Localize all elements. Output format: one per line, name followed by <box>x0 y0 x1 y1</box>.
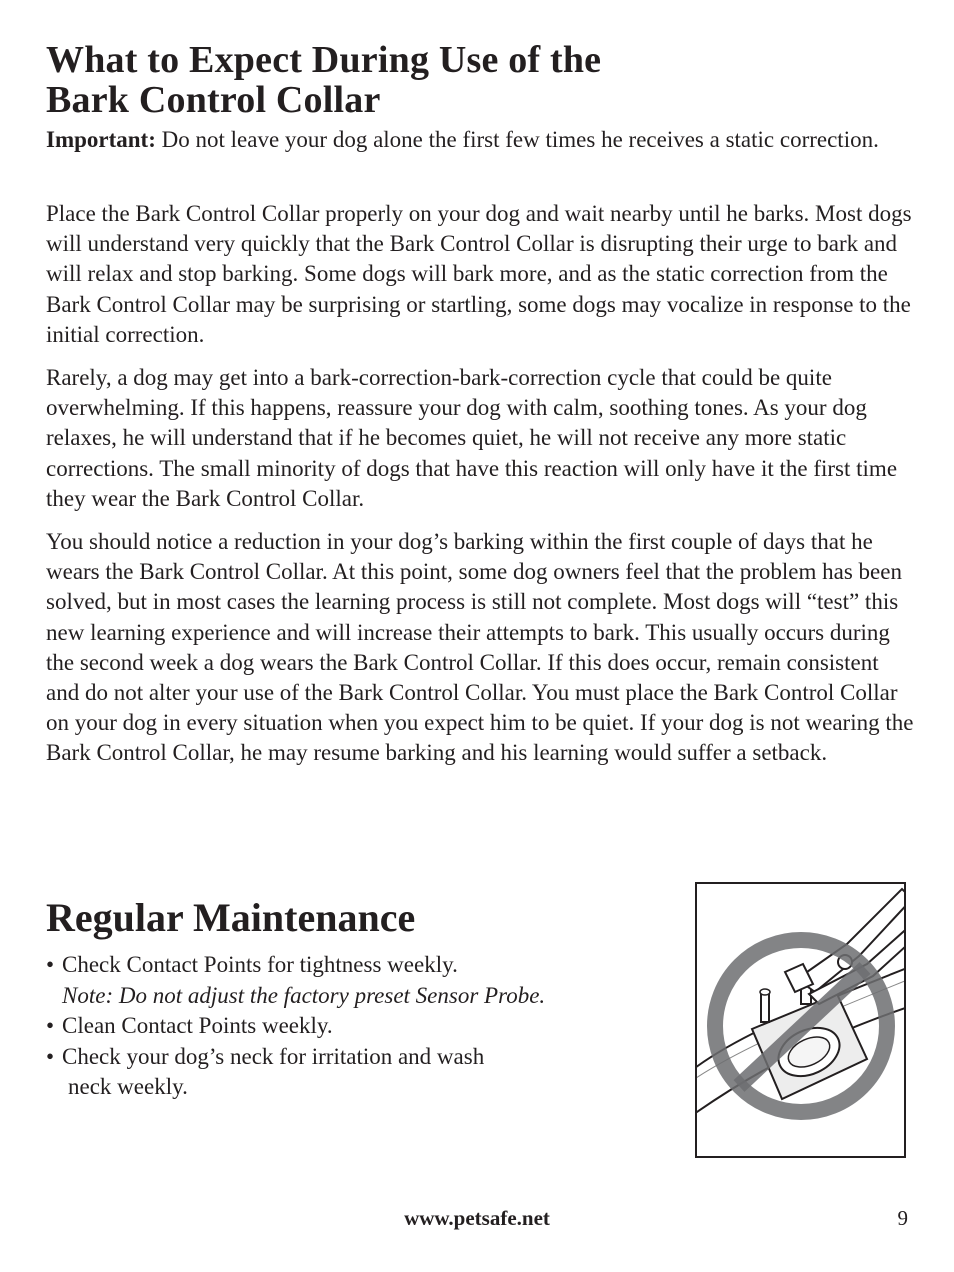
bullet-marker: • <box>46 1043 55 1069</box>
important-text: Do not leave your dog alone the first few times he receives a static correction. <box>155 127 879 152</box>
bullet-marker: • <box>46 952 55 977</box>
section-title-maintenance: Regular Maintenance <box>46 895 416 940</box>
bullet-text-3-continued: neck weekly. <box>68 1074 188 1099</box>
paragraph-placement: Place the Bark Control Collar properly on your dog and wait nearby until he barks. Most dogs will understand very quickly that the Bark Control Collar is disrupting their urge to bark and will relax and stop barking. Some dogs will bark more, and as the static correction from the Bark Control Collar may be surprising or startling, some dogs may vocalize in response to the initial correction. <box>46 201 912 347</box>
important-paragraph <box>46 125 916 155</box>
bullet-marker: • <box>46 1013 55 1038</box>
list-item <box>46 950 646 1011</box>
bullet-text-2: Clean Contact Points weekly. <box>62 1013 333 1038</box>
bullet-text-3: Check your dog’s neck for irritation and wash <box>62 1043 485 1069</box>
title-line-2: Bark Control Collar <box>46 79 381 121</box>
contact-point-left <box>761 992 769 1022</box>
sensor-probe-note: Note: Do not adjust the factory preset Sensor Probe. <box>62 982 546 1008</box>
maintenance-list <box>46 950 646 1103</box>
footer-website: www.petsafe.net <box>404 1206 550 1230</box>
section-title-what-to-expect <box>46 40 601 120</box>
no-pliers-on-collar-icon <box>697 884 904 1156</box>
contact-point-left-tip <box>760 989 770 995</box>
title-line-1: What to Expect During Use of the <box>46 39 602 81</box>
important-label: Important: <box>46 127 156 152</box>
bullet-text-1: Check Contact Points for tightness weekly. <box>62 952 458 977</box>
no-pliers-illustration <box>695 882 906 1158</box>
paragraph-reduction: You should notice a reduction in your dog’s barking within the first couple of days that he wears the Bark Control Collar. At this point, some dog owners feel that the problem has been solved, but in most cases the learning process is still not complete. Most dogs will “test” this new learning experience and will increase their attempts to bark. This usually occurs during the second week a dog wears the Bark Control Collar. If this does occur, remain consistent and do not alter your use of the Bark Control Collar. You must place the Bark Control Collar on your dog in every situation when you expect him to be quiet. If your dog is not wearing the Bark Control Collar, he may resume barking and his learning would suffer a setback. <box>46 529 914 766</box>
list-item <box>46 1011 646 1042</box>
paragraph-cycle: Rarely, a dog may get into a bark-correction-bark-correction cycle that could be quite overwhelming. If this happens, reassure your dog with calm, soothing tones. As your dog relaxes, he will understand that if he becomes quiet, he will not receive any more static corrections. The small minority of dogs that have this reaction will only have it the first time they wear the Bark Control Collar. <box>46 365 898 511</box>
page-number: 9 <box>897 1206 908 1230</box>
list-item <box>46 1042 646 1103</box>
